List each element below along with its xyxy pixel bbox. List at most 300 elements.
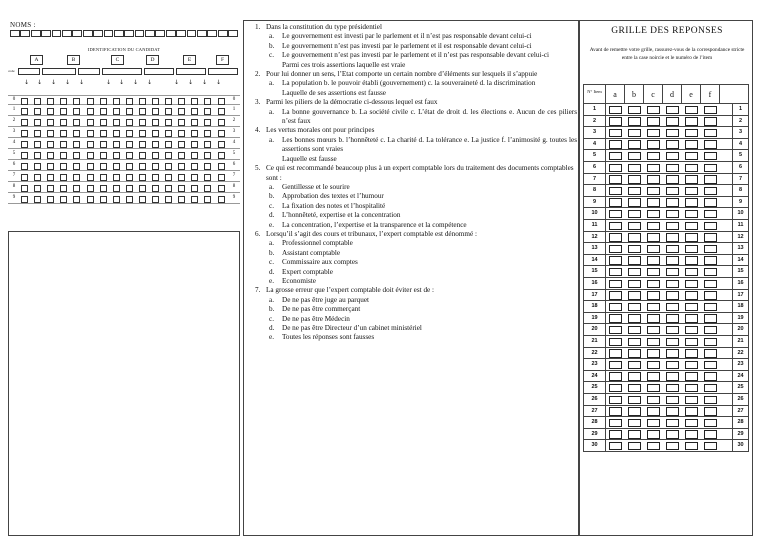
digit-bubble[interactable] (34, 152, 41, 159)
answer-box-d[interactable] (666, 314, 679, 322)
digit-bubble[interactable] (139, 108, 146, 115)
answer-box-b[interactable] (628, 349, 641, 357)
digit-bubble[interactable] (218, 98, 225, 105)
digit-bubble[interactable] (60, 152, 67, 159)
digit-bubble[interactable] (87, 174, 94, 181)
digit-bubble[interactable] (165, 174, 172, 181)
digit-bubble[interactable] (73, 98, 80, 105)
digit-bubble[interactable] (126, 141, 133, 148)
answer-box-e[interactable] (685, 384, 698, 392)
digit-bubble[interactable] (139, 163, 146, 170)
answer-box-f[interactable] (704, 222, 717, 230)
answer-box-d[interactable] (666, 384, 679, 392)
noms-box[interactable] (197, 30, 207, 37)
digit-bubble[interactable] (191, 196, 198, 203)
digit-bubble[interactable] (218, 141, 225, 148)
answer-box-f[interactable] (704, 419, 717, 427)
answer-box-d[interactable] (666, 419, 679, 427)
answer-box-b[interactable] (628, 140, 641, 148)
answer-box-b[interactable] (628, 256, 641, 264)
answer-box-b[interactable] (628, 407, 641, 415)
digit-bubble[interactable] (152, 141, 159, 148)
answer-box-c[interactable] (647, 384, 660, 392)
digit-bubble[interactable] (47, 119, 54, 126)
digit-bubble[interactable] (100, 98, 107, 105)
digit-bubble[interactable] (178, 108, 185, 115)
digit-bubble[interactable] (113, 141, 120, 148)
digit-bubble[interactable] (191, 108, 198, 115)
answer-box-a[interactable] (609, 175, 622, 183)
digit-bubble[interactable] (191, 174, 198, 181)
digit-bubble[interactable] (191, 185, 198, 192)
noms-box[interactable] (187, 30, 197, 37)
answer-box-e[interactable] (685, 430, 698, 438)
answer-box-f[interactable] (704, 164, 717, 172)
digit-bubble[interactable] (178, 196, 185, 203)
digit-bubble[interactable] (87, 130, 94, 137)
digit-bubble[interactable] (126, 152, 133, 159)
code-box[interactable] (42, 68, 76, 75)
answer-box-d[interactable] (666, 256, 679, 264)
digit-bubble[interactable] (100, 108, 107, 115)
digit-bubble[interactable] (73, 185, 80, 192)
answer-box-d[interactable] (666, 280, 679, 288)
digit-bubble[interactable] (152, 98, 159, 105)
digit-bubble[interactable] (191, 141, 198, 148)
answer-box-c[interactable] (647, 140, 660, 148)
answer-box-a[interactable] (609, 280, 622, 288)
answer-box-c[interactable] (647, 338, 660, 346)
digit-bubble[interactable] (178, 163, 185, 170)
answer-box-a[interactable] (609, 210, 622, 218)
answer-box-b[interactable] (628, 291, 641, 299)
digit-bubble[interactable] (34, 185, 41, 192)
answer-box-a[interactable] (609, 361, 622, 369)
answer-box-f[interactable] (704, 187, 717, 195)
answer-box-c[interactable] (647, 187, 660, 195)
answer-box-f[interactable] (704, 314, 717, 322)
answer-box-f[interactable] (704, 349, 717, 357)
answer-box-a[interactable] (609, 245, 622, 253)
digit-bubble[interactable] (73, 163, 80, 170)
answer-box-f[interactable] (704, 280, 717, 288)
answer-box-a[interactable] (609, 407, 622, 415)
digit-bubble[interactable] (152, 130, 159, 137)
answer-box-b[interactable] (628, 129, 641, 137)
digit-bubble[interactable] (60, 141, 67, 148)
answer-box-d[interactable] (666, 442, 679, 450)
digit-bubble[interactable] (165, 108, 172, 115)
digit-bubble[interactable] (87, 119, 94, 126)
answer-box-d[interactable] (666, 245, 679, 253)
answer-box-e[interactable] (685, 372, 698, 380)
answer-box-d[interactable] (666, 152, 679, 160)
answer-box-d[interactable] (666, 117, 679, 125)
digit-bubble[interactable] (73, 108, 80, 115)
digit-bubble[interactable] (73, 130, 80, 137)
answer-box-f[interactable] (704, 372, 717, 380)
answer-box-a[interactable] (609, 129, 622, 137)
answer-box-c[interactable] (647, 164, 660, 172)
digit-bubble[interactable] (100, 130, 107, 137)
answer-box-f[interactable] (704, 303, 717, 311)
answer-box-f[interactable] (704, 442, 717, 450)
digit-bubble[interactable] (21, 141, 28, 148)
answer-box-f[interactable] (704, 361, 717, 369)
answer-box-d[interactable] (666, 349, 679, 357)
answer-box-e[interactable] (685, 106, 698, 114)
digit-bubble[interactable] (113, 119, 120, 126)
digit-bubble[interactable] (73, 152, 80, 159)
digit-bubble[interactable] (34, 141, 41, 148)
answer-box-e[interactable] (685, 268, 698, 276)
digit-bubble[interactable] (139, 98, 146, 105)
digit-bubble[interactable] (60, 108, 67, 115)
noms-box[interactable] (155, 30, 165, 37)
answer-box-f[interactable] (704, 384, 717, 392)
digit-bubble[interactable] (165, 196, 172, 203)
answer-box-c[interactable] (647, 198, 660, 206)
answer-box-c[interactable] (647, 117, 660, 125)
digit-bubble[interactable] (47, 196, 54, 203)
noms-box[interactable] (31, 30, 41, 37)
answer-box-e[interactable] (685, 314, 698, 322)
answer-box-c[interactable] (647, 407, 660, 415)
answer-box-f[interactable] (704, 338, 717, 346)
answer-box-a[interactable] (609, 152, 622, 160)
answer-box-e[interactable] (685, 175, 698, 183)
digit-bubble[interactable] (165, 185, 172, 192)
noms-box[interactable] (72, 30, 82, 37)
digit-bubble[interactable] (204, 185, 211, 192)
answer-box-b[interactable] (628, 314, 641, 322)
answer-box-a[interactable] (609, 303, 622, 311)
answer-box-c[interactable] (647, 175, 660, 183)
answer-box-f[interactable] (704, 326, 717, 334)
answer-box-f[interactable] (704, 245, 717, 253)
answer-box-a[interactable] (609, 338, 622, 346)
code-box[interactable] (144, 68, 174, 75)
answer-box-e[interactable] (685, 140, 698, 148)
digit-bubble[interactable] (152, 185, 159, 192)
digit-bubble[interactable] (204, 196, 211, 203)
digit-bubble[interactable] (73, 141, 80, 148)
digit-bubble[interactable] (204, 163, 211, 170)
digit-bubble[interactable] (60, 98, 67, 105)
answer-box-d[interactable] (666, 210, 679, 218)
digit-bubble[interactable] (204, 174, 211, 181)
noms-box[interactable] (52, 30, 62, 37)
answer-box-b[interactable] (628, 117, 641, 125)
digit-bubble[interactable] (126, 119, 133, 126)
noms-box[interactable] (93, 30, 103, 37)
answer-box-a[interactable] (609, 384, 622, 392)
answer-box-e[interactable] (685, 129, 698, 137)
digit-bubble[interactable] (34, 130, 41, 137)
digit-bubble[interactable] (21, 196, 28, 203)
answer-box-e[interactable] (685, 210, 698, 218)
answer-box-b[interactable] (628, 198, 641, 206)
answer-box-e[interactable] (685, 326, 698, 334)
answer-box-d[interactable] (666, 268, 679, 276)
code-box[interactable] (208, 68, 238, 75)
digit-bubble[interactable] (152, 163, 159, 170)
digit-bubble[interactable] (47, 185, 54, 192)
answer-box-e[interactable] (685, 164, 698, 172)
answer-box-e[interactable] (685, 245, 698, 253)
answer-box-c[interactable] (647, 280, 660, 288)
noms-box[interactable] (124, 30, 134, 37)
answer-box-b[interactable] (628, 430, 641, 438)
digit-bubble[interactable] (218, 108, 225, 115)
digit-bubble[interactable] (21, 108, 28, 115)
answer-box-e[interactable] (685, 407, 698, 415)
answer-box-c[interactable] (647, 326, 660, 334)
answer-box-f[interactable] (704, 140, 717, 148)
digit-bubble[interactable] (218, 119, 225, 126)
digit-bubble[interactable] (100, 141, 107, 148)
digit-bubble[interactable] (47, 98, 54, 105)
noms-box[interactable] (10, 30, 20, 37)
noms-box[interactable] (145, 30, 155, 37)
answer-box-a[interactable] (609, 117, 622, 125)
digit-bubble[interactable] (139, 174, 146, 181)
digit-bubble[interactable] (100, 163, 107, 170)
digit-bubble[interactable] (34, 98, 41, 105)
answer-box-f[interactable] (704, 210, 717, 218)
answer-box-d[interactable] (666, 291, 679, 299)
answer-box-b[interactable] (628, 384, 641, 392)
answer-box-e[interactable] (685, 117, 698, 125)
digit-bubble[interactable] (191, 119, 198, 126)
digit-bubble[interactable] (204, 152, 211, 159)
answer-box-a[interactable] (609, 442, 622, 450)
answer-box-f[interactable] (704, 152, 717, 160)
answer-box-c[interactable] (647, 396, 660, 404)
answer-box-c[interactable] (647, 233, 660, 241)
digit-bubble[interactable] (21, 152, 28, 159)
answer-box-c[interactable] (647, 361, 660, 369)
digit-bubble[interactable] (165, 141, 172, 148)
answer-box-d[interactable] (666, 222, 679, 230)
answer-box-d[interactable] (666, 198, 679, 206)
answer-box-d[interactable] (666, 430, 679, 438)
answer-box-b[interactable] (628, 106, 641, 114)
noms-box[interactable] (20, 30, 30, 37)
answer-box-b[interactable] (628, 222, 641, 230)
digit-bubble[interactable] (100, 196, 107, 203)
answer-box-c[interactable] (647, 152, 660, 160)
answer-box-b[interactable] (628, 361, 641, 369)
answer-box-a[interactable] (609, 256, 622, 264)
answer-box-e[interactable] (685, 233, 698, 241)
digit-bubble[interactable] (34, 108, 41, 115)
digit-bubble[interactable] (218, 174, 225, 181)
digit-bubble[interactable] (126, 98, 133, 105)
answer-box-e[interactable] (685, 222, 698, 230)
answer-box-b[interactable] (628, 233, 641, 241)
digit-bubble[interactable] (126, 174, 133, 181)
digit-bubble[interactable] (87, 108, 94, 115)
answer-box-c[interactable] (647, 314, 660, 322)
answer-box-e[interactable] (685, 396, 698, 404)
answer-box-c[interactable] (647, 210, 660, 218)
digit-bubble[interactable] (113, 196, 120, 203)
digit-bubble[interactable] (178, 98, 185, 105)
noms-box[interactable] (207, 30, 217, 37)
answer-box-c[interactable] (647, 129, 660, 137)
digit-bubble[interactable] (204, 130, 211, 137)
answer-box-a[interactable] (609, 326, 622, 334)
noms-box[interactable] (104, 30, 114, 37)
answer-box-a[interactable] (609, 106, 622, 114)
answer-box-c[interactable] (647, 106, 660, 114)
answer-box-e[interactable] (685, 152, 698, 160)
answer-box-d[interactable] (666, 372, 679, 380)
answer-box-a[interactable] (609, 222, 622, 230)
digit-bubble[interactable] (191, 98, 198, 105)
digit-bubble[interactable] (73, 119, 80, 126)
digit-bubble[interactable] (165, 163, 172, 170)
answer-box-b[interactable] (628, 175, 641, 183)
answer-box-a[interactable] (609, 233, 622, 241)
digit-bubble[interactable] (126, 185, 133, 192)
digit-bubble[interactable] (178, 185, 185, 192)
digit-bubble[interactable] (165, 130, 172, 137)
answer-box-b[interactable] (628, 372, 641, 380)
digit-bubble[interactable] (113, 108, 120, 115)
answer-box-b[interactable] (628, 326, 641, 334)
digit-bubble[interactable] (204, 108, 211, 115)
digit-bubble[interactable] (218, 130, 225, 137)
noms-box[interactable] (228, 30, 238, 37)
answer-box-e[interactable] (685, 442, 698, 450)
answer-box-a[interactable] (609, 164, 622, 172)
answer-box-f[interactable] (704, 175, 717, 183)
answer-box-d[interactable] (666, 175, 679, 183)
digit-bubble[interactable] (152, 119, 159, 126)
answer-box-d[interactable] (666, 140, 679, 148)
digit-bubble[interactable] (113, 163, 120, 170)
answer-box-e[interactable] (685, 187, 698, 195)
answer-box-d[interactable] (666, 164, 679, 172)
digit-bubble[interactable] (178, 174, 185, 181)
answer-box-f[interactable] (704, 407, 717, 415)
answer-box-c[interactable] (647, 372, 660, 380)
digit-bubble[interactable] (204, 141, 211, 148)
digit-bubble[interactable] (165, 119, 172, 126)
digit-bubble[interactable] (60, 174, 67, 181)
digit-bubble[interactable] (73, 174, 80, 181)
digit-bubble[interactable] (165, 152, 172, 159)
digit-bubble[interactable] (139, 130, 146, 137)
answer-box-e[interactable] (685, 338, 698, 346)
digit-bubble[interactable] (126, 196, 133, 203)
digit-bubble[interactable] (218, 163, 225, 170)
digit-bubble[interactable] (47, 163, 54, 170)
digit-bubble[interactable] (21, 185, 28, 192)
answer-box-c[interactable] (647, 256, 660, 264)
noms-box[interactable] (114, 30, 124, 37)
code-box[interactable] (78, 68, 100, 75)
noms-box[interactable] (218, 30, 228, 37)
answer-box-b[interactable] (628, 419, 641, 427)
digit-bubble[interactable] (34, 163, 41, 170)
answer-box-d[interactable] (666, 338, 679, 346)
answer-box-a[interactable] (609, 372, 622, 380)
answer-box-e[interactable] (685, 303, 698, 311)
answer-box-e[interactable] (685, 256, 698, 264)
answer-box-d[interactable] (666, 303, 679, 311)
digit-bubble[interactable] (87, 141, 94, 148)
code-box[interactable] (18, 68, 40, 75)
digit-bubble[interactable] (100, 174, 107, 181)
digit-bubble[interactable] (139, 119, 146, 126)
answer-box-a[interactable] (609, 349, 622, 357)
digit-bubble[interactable] (139, 196, 146, 203)
digit-bubble[interactable] (87, 185, 94, 192)
digit-bubble[interactable] (47, 141, 54, 148)
answer-box-d[interactable] (666, 233, 679, 241)
answer-box-c[interactable] (647, 245, 660, 253)
answer-box-f[interactable] (704, 106, 717, 114)
digit-bubble[interactable] (21, 174, 28, 181)
answer-box-a[interactable] (609, 430, 622, 438)
answer-box-c[interactable] (647, 419, 660, 427)
noms-box[interactable] (62, 30, 72, 37)
answer-box-b[interactable] (628, 245, 641, 253)
digit-bubble[interactable] (87, 152, 94, 159)
answer-box-b[interactable] (628, 187, 641, 195)
digit-bubble[interactable] (34, 196, 41, 203)
answer-box-e[interactable] (685, 419, 698, 427)
answer-box-f[interactable] (704, 117, 717, 125)
digit-bubble[interactable] (165, 98, 172, 105)
digit-bubble[interactable] (152, 196, 159, 203)
answer-box-f[interactable] (704, 291, 717, 299)
answer-box-a[interactable] (609, 419, 622, 427)
digit-bubble[interactable] (113, 152, 120, 159)
code-box[interactable] (102, 68, 142, 75)
digit-bubble[interactable] (73, 196, 80, 203)
noms-box[interactable] (176, 30, 186, 37)
digit-bubble[interactable] (178, 130, 185, 137)
answer-box-a[interactable] (609, 198, 622, 206)
answer-box-b[interactable] (628, 164, 641, 172)
noms-box[interactable] (83, 30, 93, 37)
answer-box-d[interactable] (666, 187, 679, 195)
digit-bubble[interactable] (113, 98, 120, 105)
answer-box-a[interactable] (609, 291, 622, 299)
answer-box-f[interactable] (704, 198, 717, 206)
digit-bubble[interactable] (60, 196, 67, 203)
digit-bubble[interactable] (60, 163, 67, 170)
digit-bubble[interactable] (152, 152, 159, 159)
digit-bubble[interactable] (100, 152, 107, 159)
digit-bubble[interactable] (139, 185, 146, 192)
digit-bubble[interactable] (178, 152, 185, 159)
digit-bubble[interactable] (204, 119, 211, 126)
answer-box-b[interactable] (628, 152, 641, 160)
noms-box[interactable] (135, 30, 145, 37)
digit-bubble[interactable] (21, 98, 28, 105)
digit-bubble[interactable] (126, 108, 133, 115)
digit-bubble[interactable] (113, 185, 120, 192)
digit-bubble[interactable] (21, 163, 28, 170)
digit-bubble[interactable] (87, 163, 94, 170)
answer-box-e[interactable] (685, 291, 698, 299)
answer-box-b[interactable] (628, 338, 641, 346)
